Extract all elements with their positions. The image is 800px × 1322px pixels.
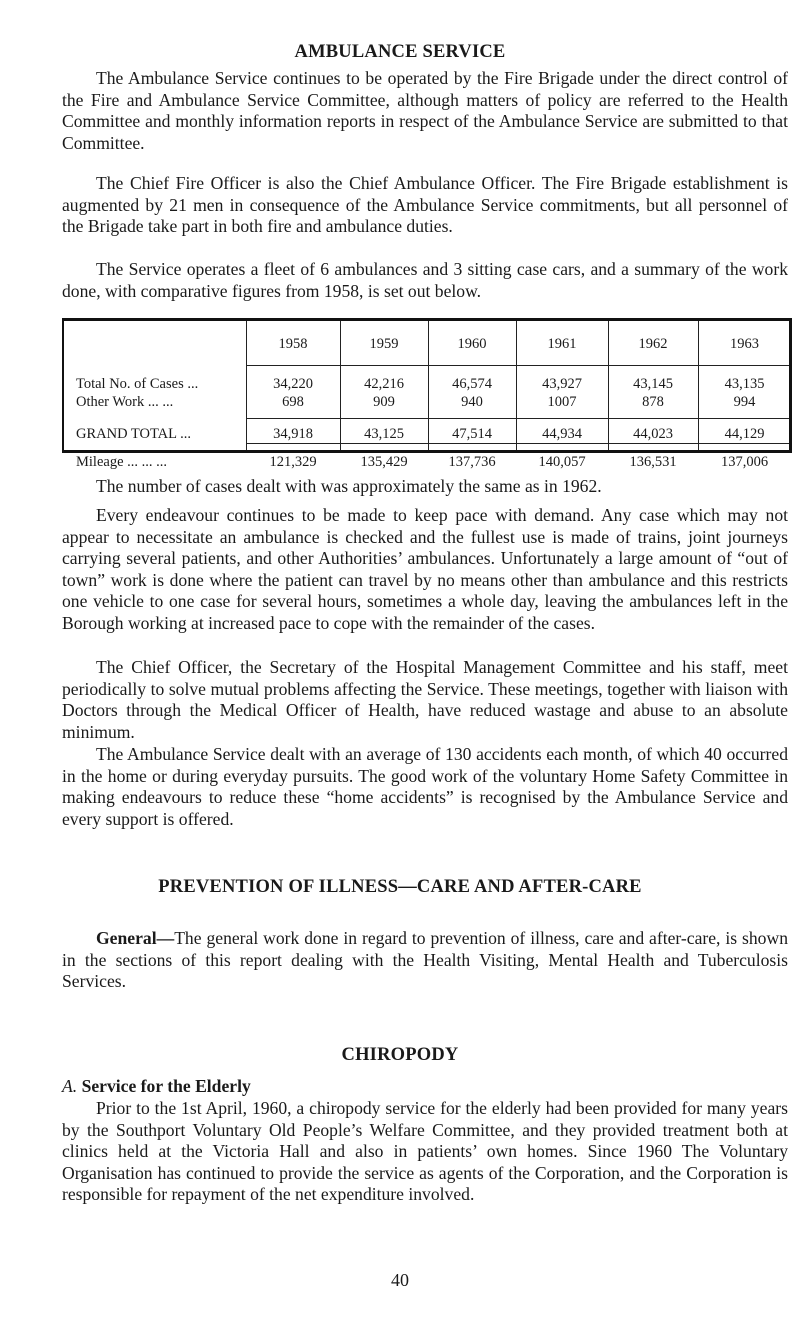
table-cell: 46,574: [452, 376, 492, 392]
general-lead: General—: [96, 928, 175, 948]
table-cell: 44,023: [633, 426, 673, 442]
table-header-year: 1958: [278, 336, 308, 352]
table-header-year: 1961: [547, 336, 577, 352]
table-cell: 136,531: [629, 454, 677, 470]
paragraph-ambulance-operation: The Ambulance Service continues to be operated by the Fire Brigade under the direct control of the Fire and Ambulance Service Committee, although matters of policy are referred to the Health Committee and monthly information reports in respect of the Ambulance Service are submitted to that Committee.: [62, 68, 788, 153]
table-cell: 34,220: [273, 376, 313, 392]
table-cell: 43,145: [633, 376, 673, 392]
table-cell: 137,736: [448, 454, 496, 470]
table-cell: 137,006: [720, 454, 769, 470]
table-cell: 878: [642, 394, 664, 410]
subsection-letter: A.: [62, 1076, 78, 1096]
table-cell: 140,057: [538, 454, 586, 470]
subsection-heading-elderly: [62, 1076, 251, 1097]
table-cell: 909: [373, 394, 395, 410]
paragraph-hospital-liaison: The Chief Officer, the Secretary of the Hospital Management Committee and his staff, meet periodically to solve mutual problems affecting the Service. These meetings, together with liaison with Doctors through the Medical Officer of Health, have reduced wastage and abuse to an absolute minimum.: [62, 657, 788, 742]
row-label-other-work: Other Work ... ...: [76, 394, 174, 410]
paragraph-chief-fire-officer: The Chief Fire Officer is also the Chief Ambulance Officer. The Fire Brigade establishment is augmented by 21 men in consequence of the Ambulance Service commitments, but all personnel of the Brigade take part in both fire and ambulance duties.: [62, 173, 788, 237]
section-heading-prevention: PREVENTION OF ILLNESS—CARE AND AFTER-CARE: [158, 877, 642, 897]
subsection-title: Service for the Elderly: [81, 1076, 251, 1096]
page-number: 40: [391, 1270, 409, 1290]
paragraph-fleet-summary: The Service operates a fleet of 6 ambulances and 3 sitting case cars, and a summary of the work done, with comparative figures from 1958, is set out below.: [62, 259, 788, 301]
table-cell: 44,934: [542, 426, 582, 442]
table-cell: 43,125: [364, 426, 404, 442]
table-cell: 47,514: [452, 426, 492, 442]
table-cell: 135,429: [360, 454, 408, 470]
row-label-grand-total: GRAND TOTAL ...: [76, 426, 191, 442]
table-cell: 994: [733, 394, 756, 410]
table-header-year: 1959: [369, 336, 399, 352]
table-cell: 44,129: [724, 426, 765, 442]
table-header-year: 1960: [457, 336, 487, 352]
section-heading-ambulance-service: AMBULANCE SERVICE: [294, 42, 506, 62]
table-cell: 940: [461, 394, 483, 410]
table-cell: 1007: [547, 394, 577, 410]
general-text: The general work done in regard to prevention of illness, care and after-care, is shown in the sections of this report dealing with the Health Visiting, Mental Health and Tuberculosis Services.: [62, 928, 788, 992]
table-header-year: 1962: [638, 336, 668, 352]
table-cell: 43,135: [724, 376, 765, 392]
paragraph-general: [62, 928, 788, 993]
table-cell: 698: [282, 394, 304, 410]
table-header-year: 1963: [730, 336, 759, 352]
table-cell: 42,216: [364, 376, 404, 392]
paragraph-cases-comparison: The number of cases dealt with was approximately the same as in 1962.: [96, 476, 602, 496]
table-cell: 34,918: [273, 426, 313, 442]
row-label-total-cases: Total No. of Cases ...: [76, 376, 199, 392]
section-heading-chiropody: CHIROPODY: [341, 1045, 459, 1065]
paragraph-accidents: The Ambulance Service dealt with an average of 130 accidents each month, of which 40 occurred in the home or during everyday pursuits. The good work of the voluntary Home Safety Committee in making endeavours to reduce these “home accidents” is recognised by the Ambulance Service and every support is offered.: [62, 744, 788, 829]
table-cell: 121,329: [269, 454, 317, 470]
table-cell: 43,927: [542, 376, 582, 392]
paragraph-demand: Every endeavour continues to be made to keep pace with demand. Any case which may not appear to necessitate an ambulance is checked and the fullest use is made of trains, joint journeys carrying several patients, and other Authorities’ ambulances. Unfortunately a large amount of “out of town” work is done where the patient can travel by no means other than ambulance and this restricts one vehicle to one case for several hours, sometimes a whole day, leaving the ambulances left in the Borough working at increased pace to cope with the remainder of the cases.: [62, 505, 788, 633]
row-label-mileage: Mileage ... ... ...: [76, 454, 168, 470]
paragraph-chiropody-service: Prior to the 1st April, 1960, a chiropody service for the elderly had been provided for many years by the Southport Voluntary Old People’s Welfare Committee, and they provided treatment both at clinics held at the Victoria Hall and also in patients’ own homes. Since 1960 The Voluntary Organisation has continued to provide the service as agents of the Corporation, and the Corporation is responsible for repayment of the net expenditure involved.: [62, 1098, 788, 1205]
ambulance-work-table: [62, 318, 792, 470]
